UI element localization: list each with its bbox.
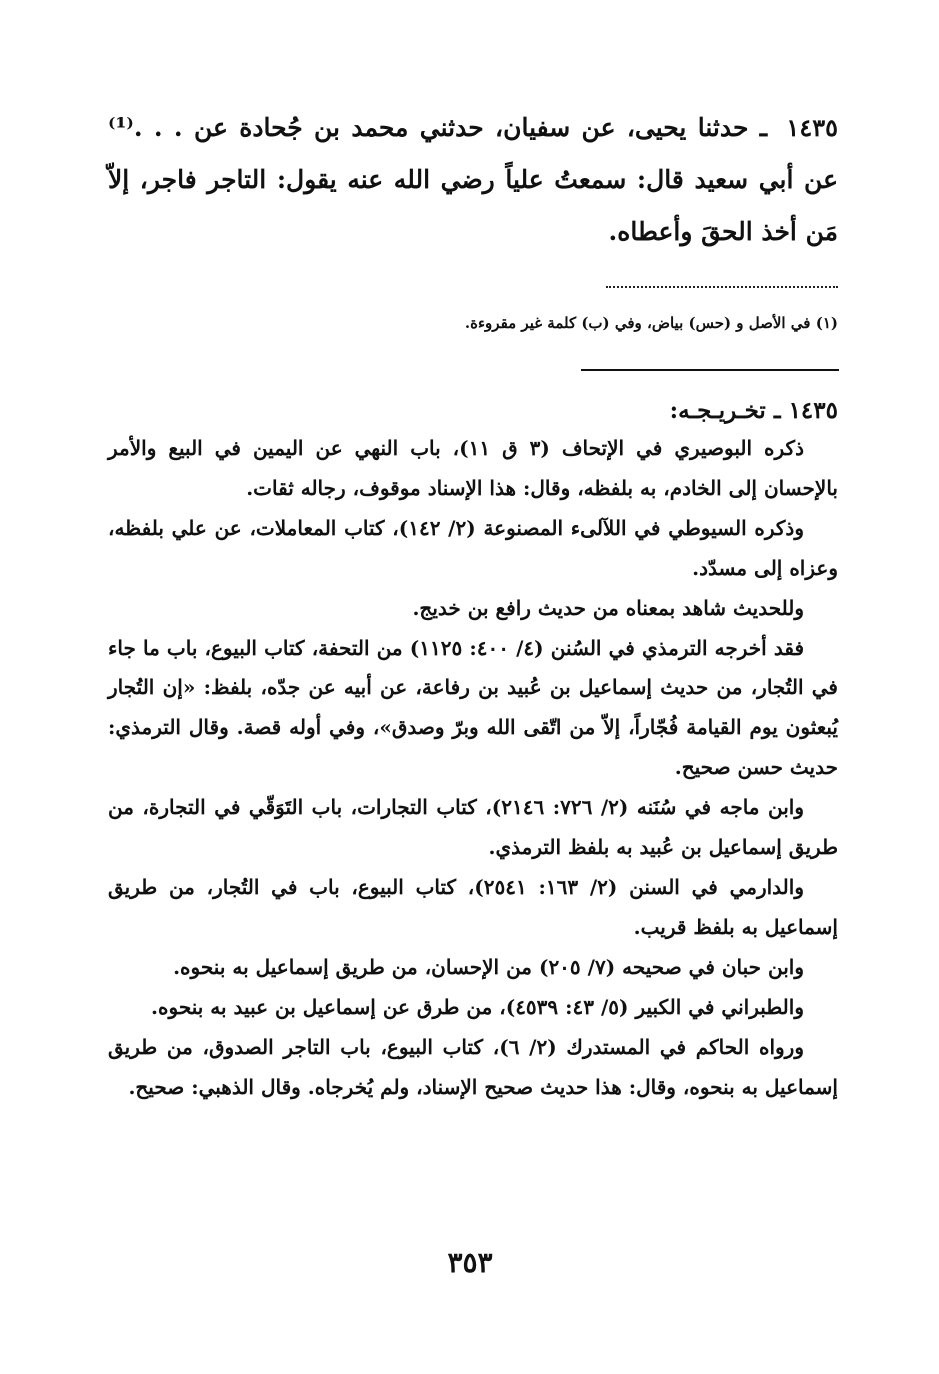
paragraph-tirmidhi: فقد أخرجه الترمذي في السُنن (٤/ ٤٠٠: ١١٢٥) من التحفة، كتاب البيوع، باب ما جاء في التُجار، من حديث إسماعيل بن عُبيد بن رفاعة، عن أبيه عن جدّه، بلفظ: «إن التُجار يُبعثون يوم القيامة فُجّاراً، إلاّ من اتّقى الله وبرّ وصدق»، وفي أوله قصة. وقال الترمذي: حديث حسن صحيح. bbox=[108, 635, 838, 780]
paragraph-ibn-hibban: وابن حبان في صحيحه (٧/ ٢٠٥) من الإحسان، من طريق إسماعيل به بنحوه. bbox=[173, 954, 804, 979]
page-number: ٣٥٣ bbox=[447, 1246, 493, 1279]
paragraph-tabarani: والطبراني في الكبير (٥/ ٤٣: ٤٥٣٩)، من طرق عن إسماعيل بن عبيد به بنحوه. bbox=[151, 994, 804, 1019]
paragraph-suyuti: وذكره السيوطي في اللآلىء المصنوعة (٢/ ١٤٢)، كتاب المعاملات، عن علي بلفظه، وعزاه إلى مسدّد. bbox=[108, 515, 838, 580]
paragraph-shahid: وللحديث شاهد بمعناه من حديث رافع بن خديج. bbox=[412, 595, 804, 620]
paragraph-darimi: والدارمي في السنن (٢/ ١٦٣: ٢٥٤١)، كتاب البيوع، باب في التُجار، من طريق إسماعيل به بلفظ قريب. bbox=[108, 874, 838, 939]
footnote-divider bbox=[606, 286, 838, 288]
paragraph-ibn-majah: وابن ماجه في سُنَنه (٢/ ٧٢٦: ٢١٤٦)، كتاب التجارات، باب التَوَقّي في التجارة، من طريق إسماعيل بن عُبيد به بلفظ الترمذي. bbox=[108, 795, 838, 860]
takhrij-heading: ١٤٣٥ ـ تخـريـجـه: bbox=[669, 397, 838, 424]
hadith-number: ١٤٣٥ bbox=[786, 113, 838, 142]
hadith-block bbox=[108, 102, 838, 258]
paragraph-busiri: ذكره البوصيري في الإتحاف (٣ ق ١١)، باب النهي عن اليمين في البيع والأمر بالإحسان إلى الخادم، به بلفظه، وقال: هذا الإسناد موقوف، رجاله ثقات. bbox=[108, 436, 838, 500]
footnote-text: في الأصل و (حس) بياض، وفي (ب) كلمة غير مقروءة. bbox=[464, 314, 811, 332]
takhrij-body bbox=[108, 429, 838, 1107]
section-separator bbox=[581, 369, 839, 371]
paragraph-hakim: ورواه الحاكم في المستدرك (٢/ ٦)، كتاب البيوع، باب التاجر الصدوق، من طريق إسماعيل به بنحوه، وقال: هذا حديث صحيح الإسناد، ولم يُخرجاه. وقال الذهبي: صحيح. bbox=[108, 1034, 838, 1099]
footnote-marker: (١) bbox=[815, 314, 838, 332]
hadith-text: ـ حدثنا يحيى، عن سفيان، حدثني محمد بن جُحادة عن . . .⁽¹⁾ عن أبي سعيد قال: سمعتُ علياً رضي الله عنه يقول: التاجر فاجر، إلاّ مَن أخذ الحقَ وأعطاه. bbox=[108, 113, 838, 246]
footnote bbox=[380, 308, 838, 338]
